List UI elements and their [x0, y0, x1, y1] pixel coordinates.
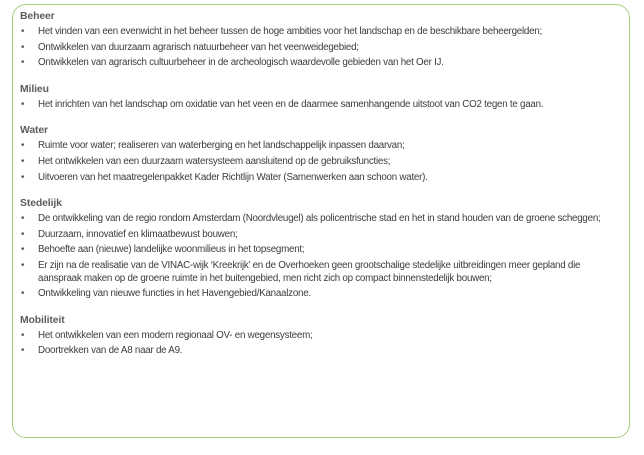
list-item-text: Uitvoeren van het maatregelenpakket Kader Richtlijn Water (Samenwerken aan schoon water). [38, 171, 428, 183]
list-item-text: Ontwikkeling van nieuwe functies in het Havengebied/Kanaalzone. [38, 288, 311, 300]
section-title: Mobiliteit [20, 314, 65, 326]
list-item [20, 42, 620, 55]
section-beheer [20, 10, 620, 70]
list-item-text: Duurzaam, innovatief en klimaatbewust bouwen; [38, 228, 238, 240]
list-item-text: De ontwikkeling van de regio rondom Amsterdam (Noordvleugel) als policentrische stad en het in stand houden van de groene scheggen; [38, 213, 601, 225]
bullet-icon: • [21, 329, 25, 341]
list-item-text: Het ontwikkelen van een duurzaam watersysteem aansluitend op de gebruiksfuncties; [38, 155, 391, 167]
list-item [20, 26, 620, 39]
list-item [20, 288, 620, 301]
section-title: Beheer [20, 11, 55, 22]
list-item [20, 330, 620, 343]
list-item [20, 99, 620, 112]
bullet-list [20, 99, 620, 112]
section-water [20, 124, 620, 184]
bullet-list [20, 26, 620, 70]
section-title: Milieu [20, 83, 49, 95]
section-title: Water [20, 125, 48, 137]
list-item-text: Ruimte voor water; realiseren van waterberging en het landschappelijk inpassen daarvan; [38, 140, 405, 152]
bullet-icon: • [21, 244, 25, 256]
list-item [20, 213, 620, 226]
bullet-icon: • [21, 213, 25, 225]
bullet-icon: • [21, 155, 25, 167]
bullet-icon: • [21, 259, 25, 271]
bullet-list [20, 140, 620, 184]
list-item-text: Het vinden van een evenwicht in het beheer tussen de hoge ambities voor het landschap en de beschikbare beheergelden; [38, 26, 542, 37]
bullet-icon: • [21, 26, 25, 37]
bullet-icon: • [21, 57, 25, 69]
bullet-list [20, 330, 620, 358]
bullet-icon: • [21, 171, 25, 183]
document-body [20, 10, 620, 371]
bullet-icon: • [21, 140, 25, 152]
list-item-text: Ontwikkelen van agrarisch cultuurbeheer in de archeologisch waardevolle gebieden van het Oer IJ. [38, 57, 444, 69]
list-item-text: Behoefte aan (nieuwe) landelijke woonmilieus in het topsegment; [38, 244, 305, 256]
bullet-icon: • [21, 345, 25, 357]
section-mobiliteit [20, 314, 620, 358]
list-item-text: Er zijn na de realisatie van de VINAC-wijk ‘Kreekrijk’ en de Overhoeken geen grootschalige stedelijke uitbreidingen meer gepland die aanspraak maken op de groene ruimte in het buitengebied, men richt zich op compact binnenstedelijk bouwen; [38, 259, 581, 284]
list-item-text: Het ontwikkelen van een modern regionaal OV- en wegensysteem; [38, 329, 313, 341]
bullet-list [20, 213, 620, 301]
list-item [20, 156, 620, 169]
list-item [20, 140, 620, 153]
section-stedelijk [20, 197, 620, 301]
list-item-text: Het inrichten van het landschap om oxidatie van het veen en de daarmee samenhangende uitstoot van CO2 tegen te gaan. [38, 98, 544, 110]
list-item [20, 260, 620, 285]
bullet-icon: • [21, 288, 25, 300]
list-item [20, 229, 620, 242]
list-item-text: Ontwikkelen van duurzaam agrarisch natuurbeheer van het veenweidegebied; [38, 41, 359, 53]
section-title: Stedelijk [20, 198, 62, 210]
list-item [20, 345, 620, 358]
list-item [20, 244, 620, 257]
list-item [20, 172, 620, 185]
bullet-icon: • [21, 228, 25, 240]
section-milieu [20, 83, 620, 112]
list-item [20, 57, 620, 70]
bullet-icon: • [21, 98, 25, 110]
list-item-text: Doortrekken van de A8 naar de A9. [38, 345, 183, 357]
bullet-icon: • [21, 41, 25, 53]
